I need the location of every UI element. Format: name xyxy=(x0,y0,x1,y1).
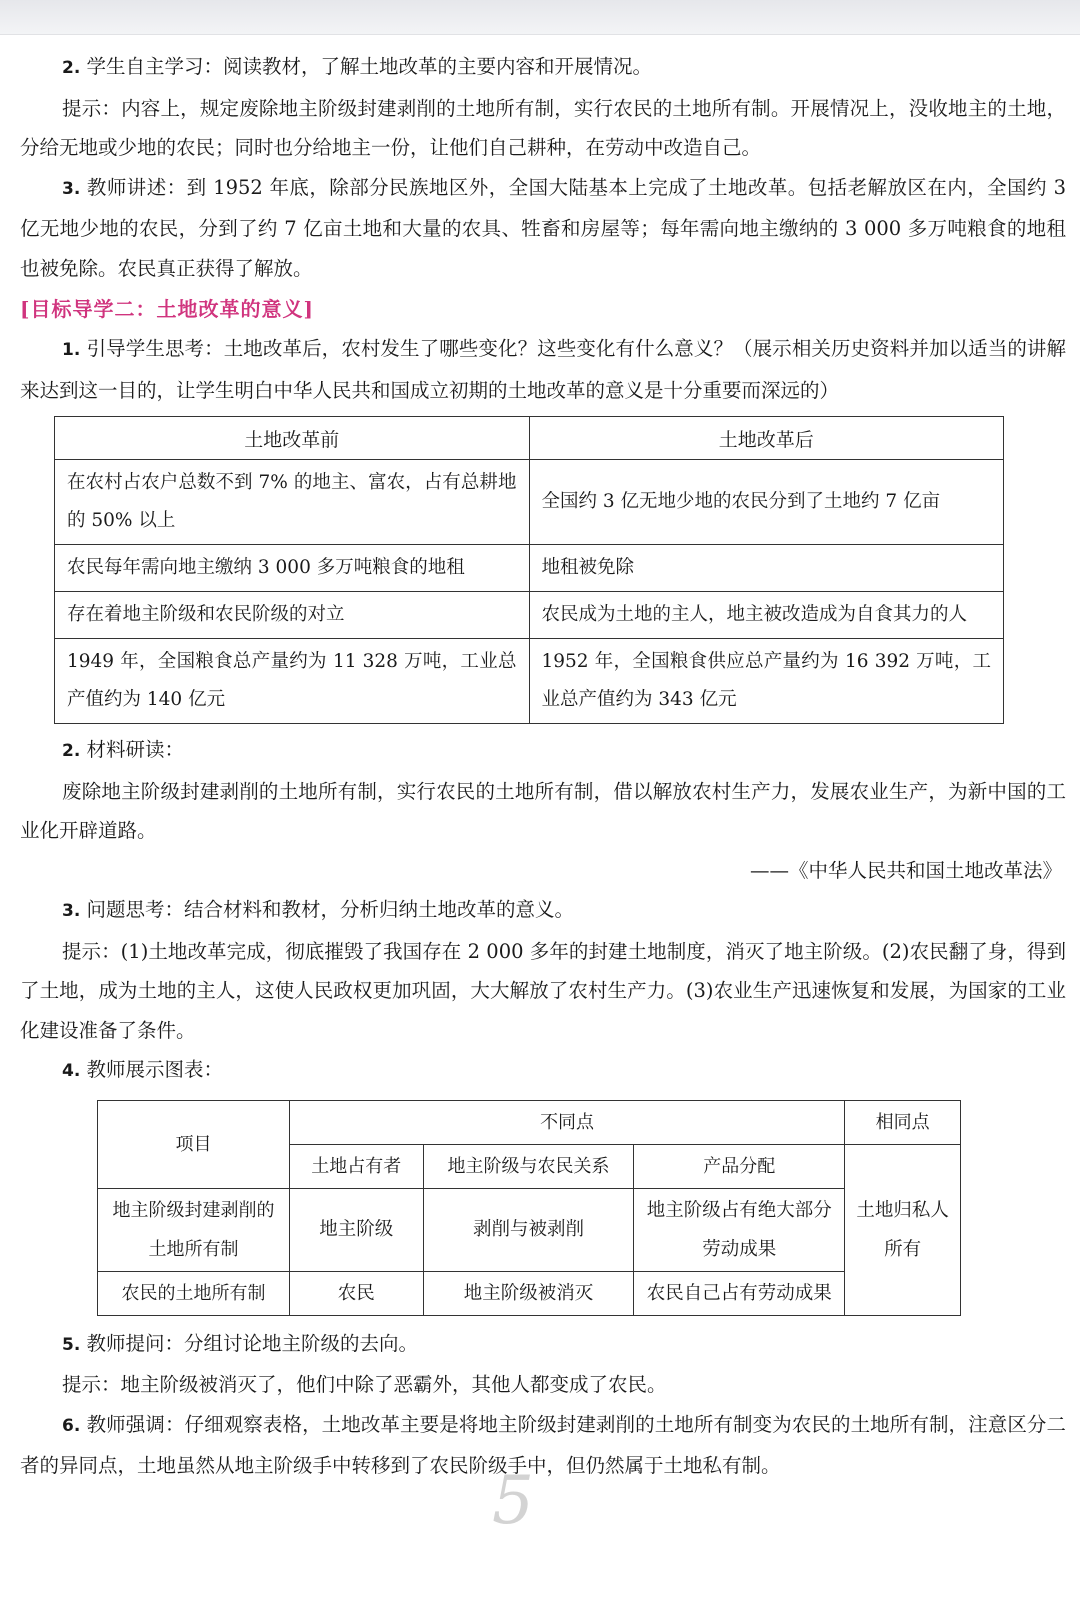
table-cell: 1949 年，全国粮食总产量约为 11 328 万吨，工业总产值约为 140 亿元 xyxy=(55,639,530,724)
hint-landlord-fate: 提示：地主阶级被消灭了，他们中除了恶霸外，其他人都变成了农民。 xyxy=(62,1373,667,1396)
step-3-teacher-narration: 3. 教师讲述：到 1952 年底，除部分民族地区外，全国大陆基本上完成了土地改革。包括老解放区在内，全国约 3 亿无地少地的农民，分到了约 7 亿亩土地和大量的农具、牲畜和房屋等；每年需向地主缴纳的 3 000 多万吨粮食的地租也被免除。农民真正获得了解放。 xyxy=(20,175,1066,280)
table-row xyxy=(55,639,1004,724)
table-row xyxy=(98,1271,961,1315)
table-cell: 存在着地主阶级和农民阶级的对立 xyxy=(55,592,530,639)
step-2-self-study: 2. 学生自主学习：阅读教材，了解土地改革的主要内容和开展情况。 xyxy=(62,55,652,78)
step-6-teacher-emphasis: 6. 教师强调：仔细观察表格，土地改革主要是将地主阶级封建剥削的土地所有制变为农民的土地所有制，注意区分二者的异同点，土地虽然从地主阶级手中转移到了农民阶级手中，但仍然属于土地私有制。 xyxy=(20,1412,1066,1477)
hint-content: 提示：内容上，规定废除地主阶级封建剥削的土地所有制，实行农民的土地所有制。开展情况上，没收地主的土地，分给无地或少地的农民；同时也分给地主一份，让他们自己耕种，在劳动中改造自己。 xyxy=(20,96,1066,159)
document-page xyxy=(0,47,1080,1486)
table-cell: 全国约 3 亿无地少地的农民分到了土地约 7 亿亩 xyxy=(529,460,1004,545)
table-header-row xyxy=(55,417,1004,460)
top-bar xyxy=(0,0,1080,35)
table-cell: 地主阶级 xyxy=(289,1188,423,1271)
page-number-watermark: 5 xyxy=(492,1462,534,1539)
step-4-teacher-chart: 4. 教师展示图表： xyxy=(62,1058,223,1081)
table-cell: 在农村占农户总数不到 7% 的地主、富农，占有总耕地的 50% 以上 xyxy=(55,460,530,545)
header-differences: 不同点 xyxy=(289,1100,844,1144)
table-cell: 地主阶级被消灭 xyxy=(423,1271,634,1315)
land-reform-comparison-table xyxy=(54,416,1004,724)
land-ownership-comparison-table xyxy=(97,1100,961,1316)
table-cell: 地租被免除 xyxy=(529,545,1004,592)
table-row xyxy=(55,545,1004,592)
step-2-material-reading: 2. 材料研读： xyxy=(62,738,184,761)
table-cell: 农民每年需向地主缴纳 3 000 多万吨粮食的地租 xyxy=(55,545,530,592)
header-product-distribution: 产品分配 xyxy=(634,1144,845,1188)
row-label-landlord-system: 地主阶级封建剥削的土地所有制 xyxy=(98,1188,290,1271)
hint-significance: 提示：(1)土地改革完成，彻底摧毁了我国存在 2 000 多年的封建土地制度，消灭了地主阶级。(2)农民翻了身，得到了土地，成为土地的主人，这使人民政权更加巩固，大大解放了农村生产力。(3)农业生产迅速恢复和发展，为国家的工业化建设准备了条件。 xyxy=(20,939,1066,1042)
section-heading-goal-2: [目标导学二：土地改革的意义] xyxy=(20,297,314,321)
table-row xyxy=(98,1188,961,1271)
header-land-owner: 土地占有者 xyxy=(289,1144,423,1188)
table-cell: 农民自己占有劳动成果 xyxy=(634,1271,845,1315)
table-cell: 农民 xyxy=(289,1271,423,1315)
header-class-relation: 地主阶级与农民关系 xyxy=(423,1144,634,1188)
table-row xyxy=(55,460,1004,545)
row-label-peasant-system: 农民的土地所有制 xyxy=(98,1271,290,1315)
step-5-teacher-question: 5. 教师提问：分组讨论地主阶级的去向。 xyxy=(62,1331,418,1355)
header-before-reform: 土地改革前 xyxy=(55,417,530,460)
material-quote: 废除地主阶级封建剥削的土地所有制，实行农民的土地所有制，借以解放农村生产力，发展农业生产，为新中国的工业化开辟道路。 xyxy=(20,779,1066,842)
table-row xyxy=(55,592,1004,639)
similarity-cell: 土地归私人所有 xyxy=(845,1144,961,1315)
table-cell: 地主阶级占有绝大部分劳动成果 xyxy=(634,1188,845,1271)
step-3-question-thinking: 3. 问题思考：结合材料和教材，分析归纳土地改革的意义。 xyxy=(62,898,574,921)
header-similarities: 相同点 xyxy=(845,1100,961,1144)
step-1-guided-thinking: 1. 引导学生思考：土地改革后，农村发生了哪些变化？这些变化有什么意义？（展示相关历史资料并加以适当的讲解来达到这一目的，让学生明白中华人民共和国成立初期的土地改革的意义是十分重要而深远的） xyxy=(20,337,1066,402)
table-cell: 农民成为土地的主人，地主被改造成为自食其力的人 xyxy=(529,592,1004,639)
table-cell: 1952 年，全国粮食供应总产量约为 16 392 万吨，工业总产值约为 343 亿元 xyxy=(529,639,1004,724)
header-item: 项目 xyxy=(98,1100,290,1188)
table-cell: 剥削与被剥削 xyxy=(423,1188,634,1271)
quote-source: ——《中华人民共和国土地改革法》 xyxy=(749,858,1062,882)
header-after-reform: 土地改革后 xyxy=(529,417,1004,460)
table-header-row xyxy=(98,1100,961,1144)
